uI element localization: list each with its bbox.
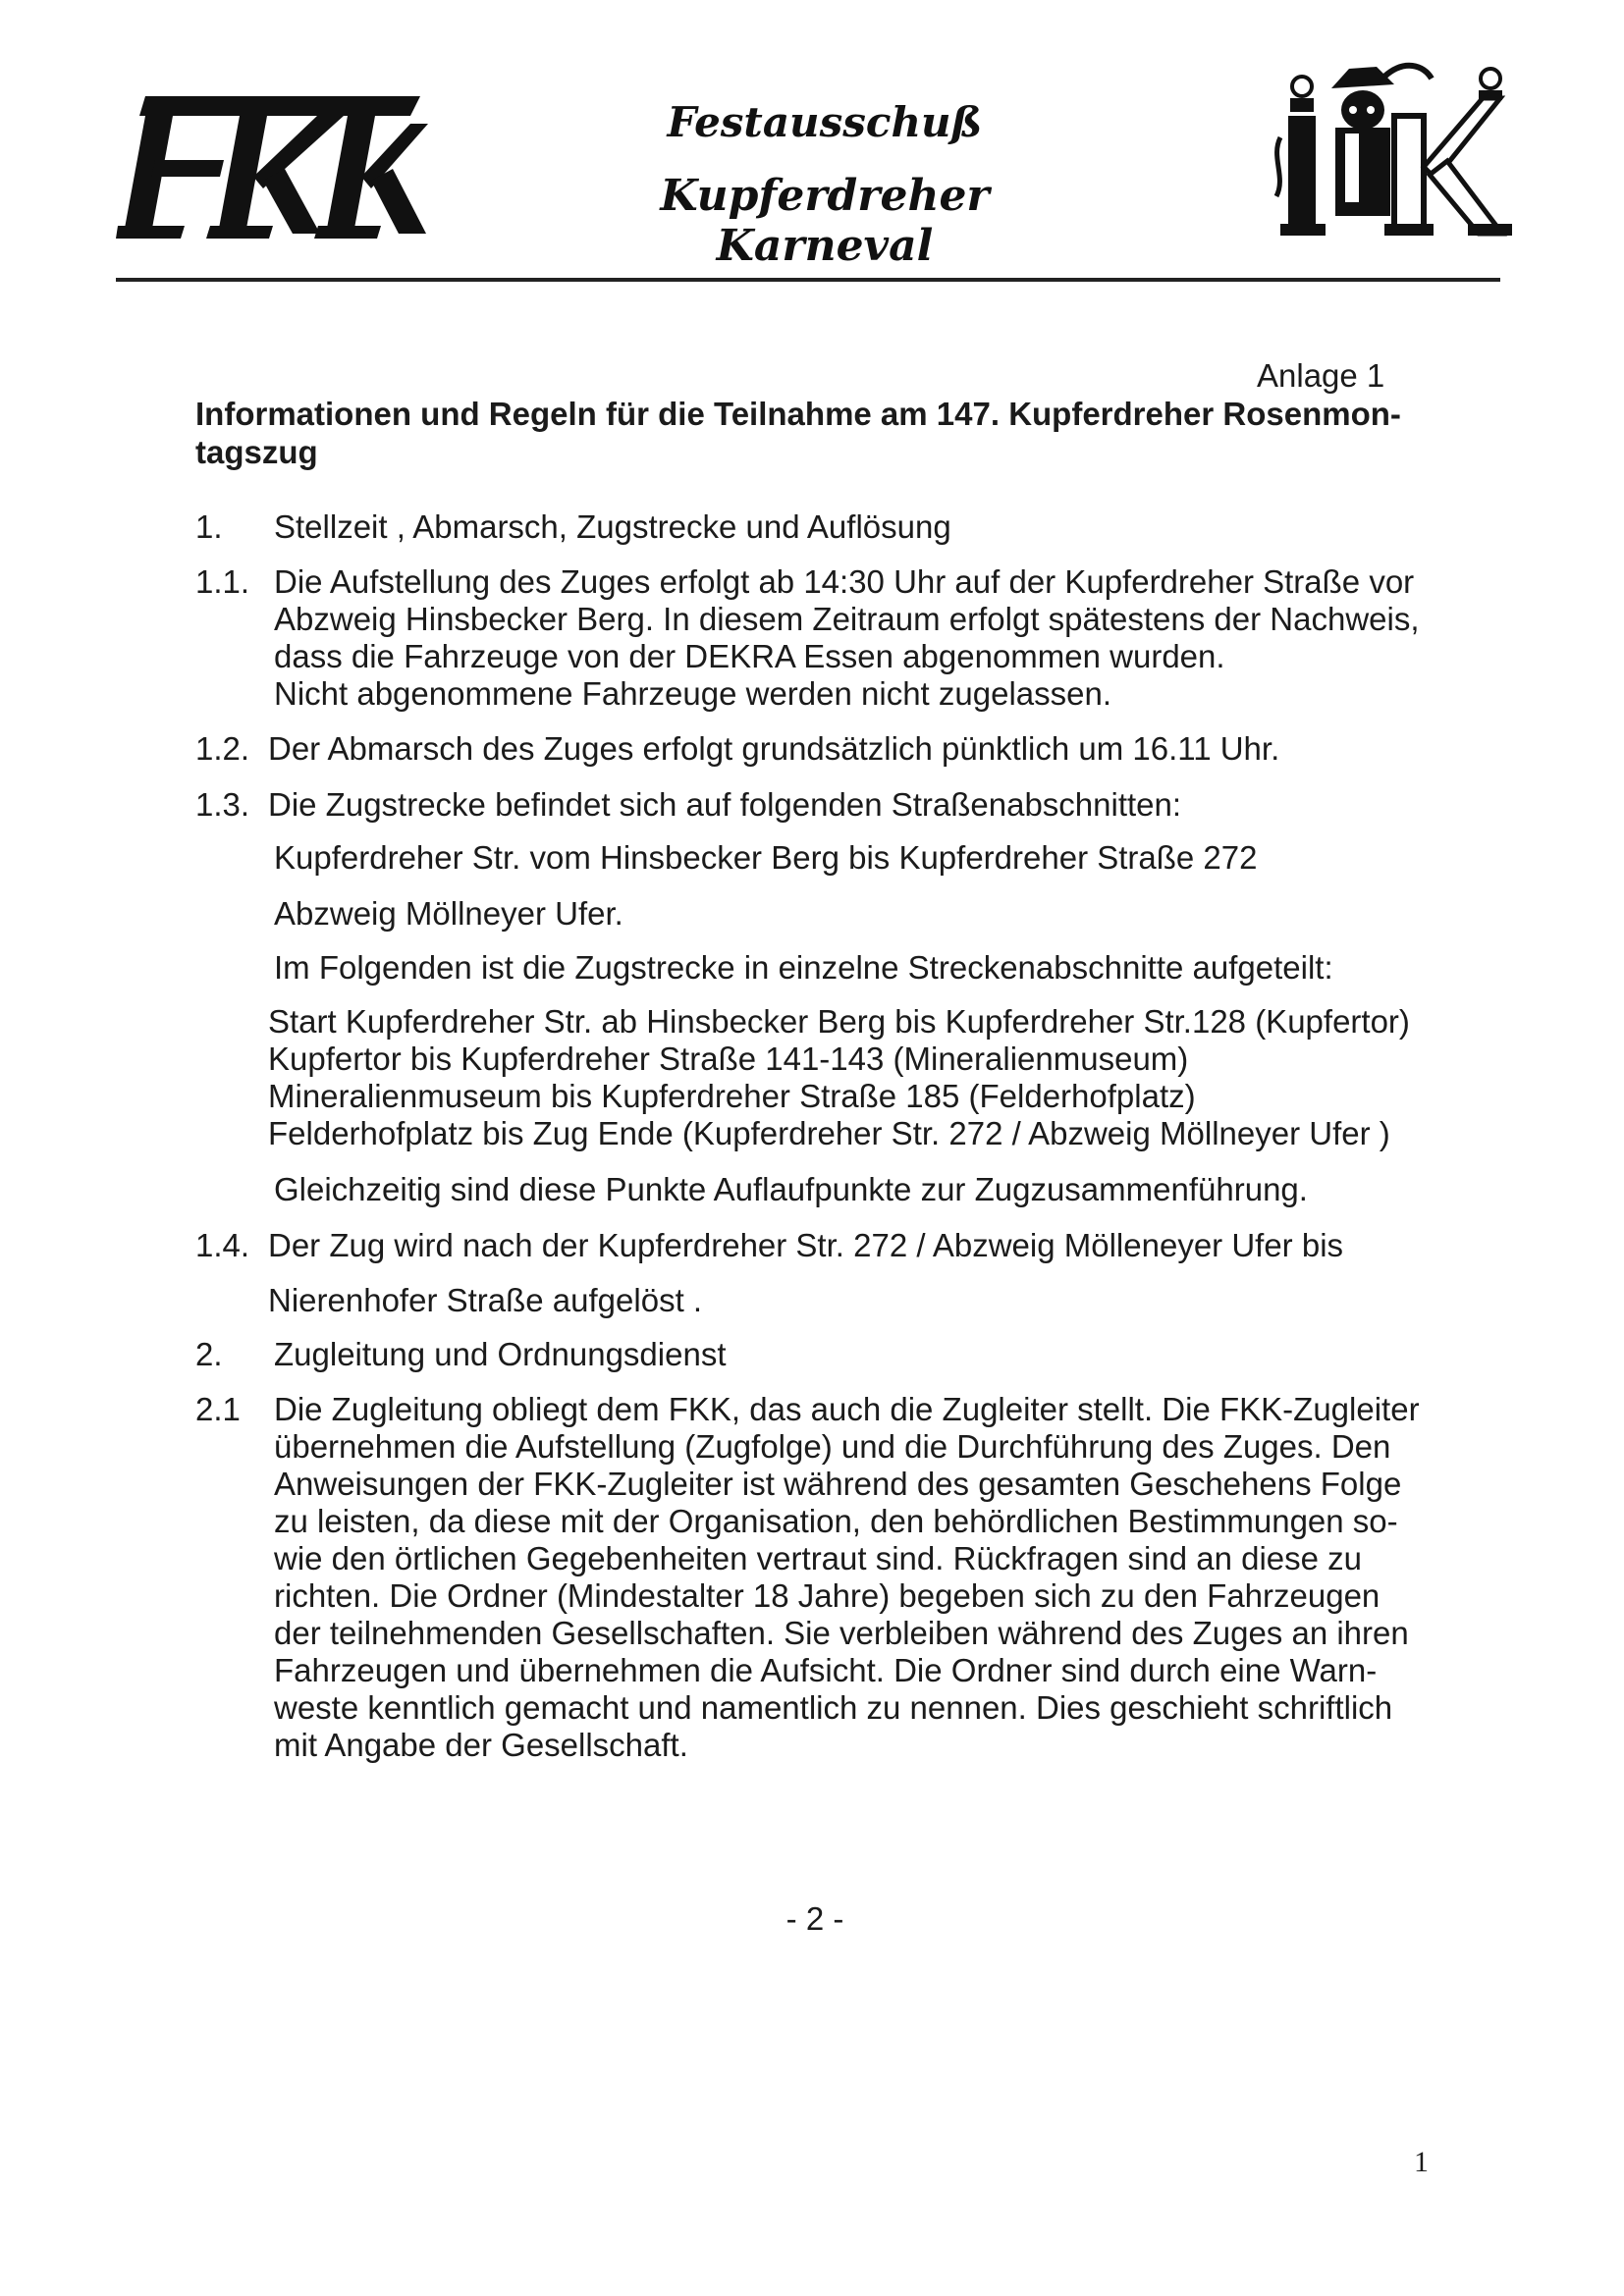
paragraph-line: Die Aufstellung des Zuges erfolgt ab 14:30 Uhr auf der Kupferdreher Straße vor: [274, 563, 1415, 600]
document-title-line1: Informationen und Regeln für die Teilnahme am 147. Kupferdreher Rosenmon-: [195, 396, 1401, 432]
paragraph-line: Nierenhofer Straße aufgelöst .: [268, 1282, 703, 1318]
paragraph-line: Fahrzeugen und übernehmen die Aufsicht. Die Ordner sind durch eine Warn-: [274, 1652, 1378, 1688]
segment-line: Kupfertor bis Kupferdreher Straße 141-143 (Mineralienmuseum): [268, 1041, 1189, 1077]
paragraph-line: Die Zugstrecke befindet sich auf folgenden Straßenabschnitten:: [268, 786, 1182, 823]
section-number: 2.: [195, 1336, 223, 1372]
fkk-logo: [116, 86, 430, 243]
paragraph-line: richten. Die Ordner (Mindestalter 18 Jahre) begeben sich zu den Fahrzeugen: [274, 1577, 1380, 1614]
section-number: 2.1: [195, 1391, 241, 1427]
org-name-line2: Kupferdreher Karneval: [660, 171, 990, 271]
paragraph-line: Anweisungen der FKK-Zugleiter ist während des gesamten Geschehens Folge: [274, 1466, 1402, 1502]
paragraph-line: wie den örtlichen Gegebenheiten vertraut sind. Rückfragen sind an diese zu: [274, 1540, 1363, 1576]
paragraph-line: der teilnehmenden Gesellschaften. Sie verbleiben während des Zuges an ihren: [274, 1615, 1409, 1651]
kk-jester-logo: [1267, 59, 1517, 245]
paragraph-line: Im Folgenden ist die Zugstrecke in einzelne Streckenabschnitte aufgeteilt:: [274, 949, 1333, 986]
paragraph-line: dass die Fahrzeuge von der DEKRA Essen abgenommen wurden.: [274, 638, 1225, 674]
paragraph-line: übernehmen die Aufstellung (Zugfolge) und die Durchführung des Zuges. Den: [274, 1428, 1391, 1465]
paragraph-line: Der Zug wird nach der Kupferdreher Str. 272 / Abzweig Mölleneyer Ufer bis: [268, 1227, 1344, 1263]
segment-line: Felderhofplatz bis Zug Ende (Kupferdreher Str. 272 / Abzweig Möllneyer Ufer ): [268, 1115, 1390, 1151]
org-name-line1: Festausschuß: [667, 98, 983, 146]
section-heading: Zugleitung und Ordnungsdienst: [274, 1336, 727, 1372]
route-line: Abzweig Möllneyer Ufer.: [274, 895, 623, 932]
paragraph-line: Die Zugleitung obliegt dem FKK, das auch die Zugleiter stellt. Die FKK-Zugleiter: [274, 1391, 1420, 1427]
page-label: - 2 -: [785, 1900, 844, 1937]
paragraph-line: zu leisten, da diese mit der Organisation, den behördlichen Bestimmungen so-: [274, 1503, 1398, 1539]
header-divider: [116, 278, 1500, 282]
paragraph-line: Nicht abgenommene Fahrzeuge werden nicht zugelassen.: [274, 675, 1112, 712]
section-heading: Stellzeit , Abmarsch, Zugstrecke und Auflösung: [274, 508, 951, 545]
section-number: 1.3.: [195, 786, 250, 823]
document-title-line2: tagszug: [195, 434, 318, 470]
sheet-number: 1: [1414, 2146, 1429, 2178]
section-number: 1.: [195, 508, 223, 545]
segment-line: Mineralienmuseum bis Kupferdreher Straße 185 (Felderhofplatz): [268, 1078, 1196, 1114]
route-line: Kupferdreher Str. vom Hinsbecker Berg bis Kupferdreher Straße 272: [274, 839, 1258, 876]
annex-label: Anlage 1: [1257, 357, 1385, 394]
paragraph-line: Abzweig Hinsbecker Berg. In diesem Zeitraum erfolgt spätestens der Nachweis,: [274, 601, 1420, 637]
section-number: 1.1.: [195, 563, 250, 600]
section-number: 1.4.: [195, 1227, 250, 1263]
paragraph-line: Gleichzeitig sind diese Punkte Auflaufpunkte zur Zugzusammenführung.: [274, 1171, 1308, 1207]
paragraph-line: weste kenntlich gemacht und namentlich zu nennen. Dies geschieht schriftlich: [274, 1689, 1393, 1726]
paragraph-line: mit Angabe der Gesellschaft.: [274, 1727, 688, 1763]
section-number: 1.2.: [195, 730, 250, 767]
segment-line: Start Kupferdreher Str. ab Hinsbecker Berg bis Kupferdreher Str.128 (Kupfertor): [268, 1003, 1410, 1040]
letterhead: [0, 0, 1624, 294]
paragraph-line: Der Abmarsch des Zuges erfolgt grundsätzlich pünktlich um 16.11 Uhr.: [268, 730, 1280, 767]
